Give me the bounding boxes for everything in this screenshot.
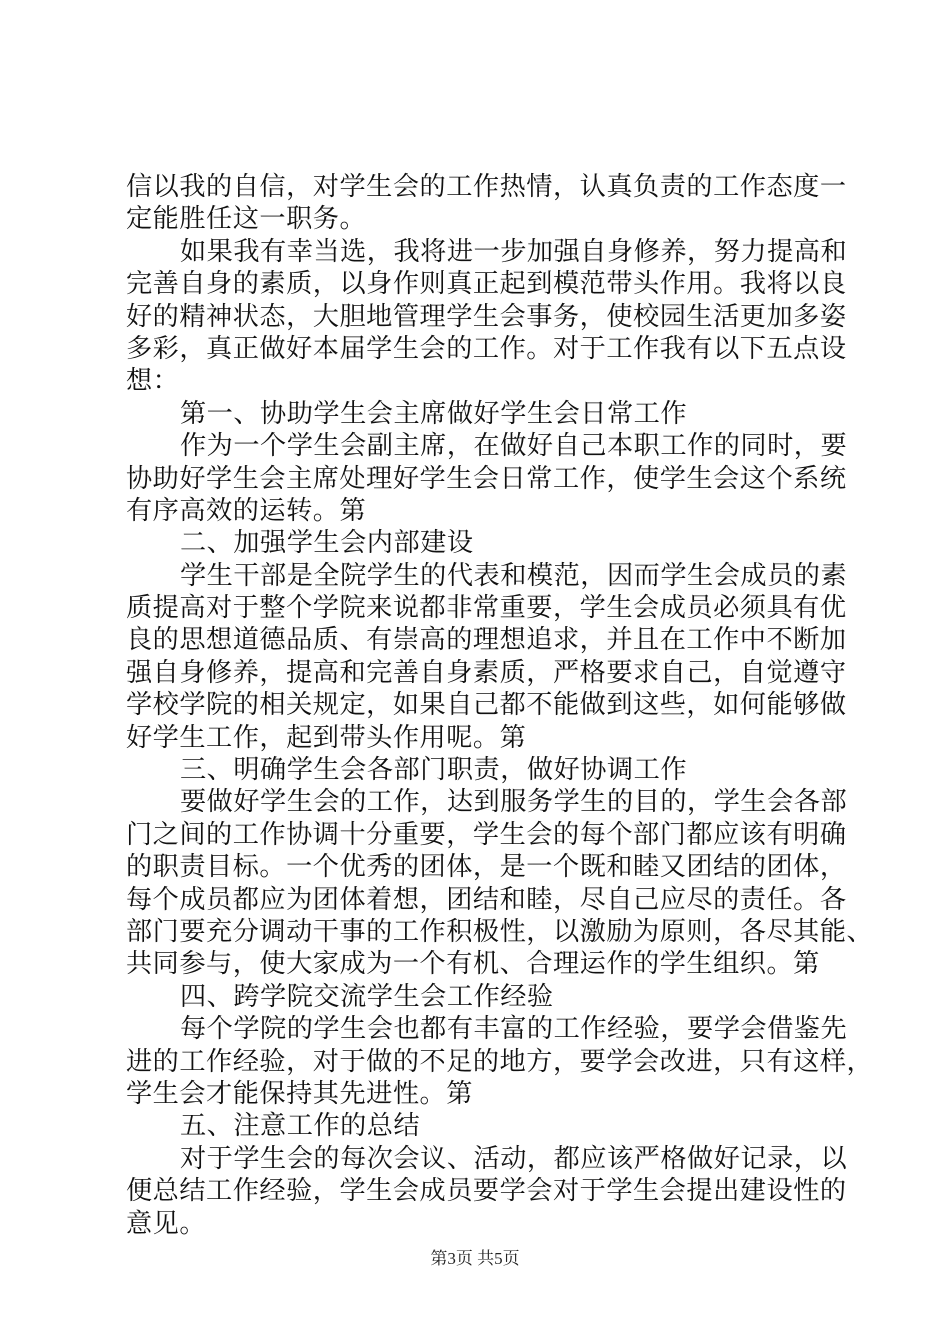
text-line: 部门要充分调动干事的工作积极性，以激励为原则，各尽其能、 xyxy=(126,916,874,947)
section-heading: 五、注意工作的总结 xyxy=(180,1111,421,1142)
text-line: 学校学院的相关规定，如果自己都不能做到这些，如何能够做 xyxy=(126,690,847,721)
text-line: 意见。 xyxy=(126,1208,207,1239)
text-line: 如果我有幸当选，我将进一步加强自身修养，努力提高和 xyxy=(180,236,848,267)
text-line: 好学生工作，起到带头作用呢。第 xyxy=(126,722,527,753)
text-line: 学生会才能保持其先进性。第 xyxy=(126,1078,473,1109)
text-line: 良的思想道德品质、有崇高的理想追求，并且在工作中不断加 xyxy=(126,625,847,656)
text-line: 共同参与，使大家成为一个有机、合理运作的学生组织。第 xyxy=(126,949,820,980)
section-heading: 三、明确学生会各部门职责，做好协调工作 xyxy=(180,755,688,786)
text-line: 定能胜任这一职务。 xyxy=(126,204,367,235)
text-line: 每个成员都应为团体着想，团结和睦，尽自己应尽的责任。各 xyxy=(126,884,847,915)
text-line: 好的精神状态，大胆地管理学生会事务，使校园生活更加多姿 xyxy=(126,301,847,332)
text-line: 多彩，真正做好本届学生会的工作。对于工作我有以下五点设 xyxy=(126,333,847,364)
text-line: 完善自身的素质，以身作则真正起到模范带头作用。我将以良 xyxy=(126,269,847,300)
text-line: 有序高效的运转。第 xyxy=(126,495,367,526)
document-body xyxy=(126,171,874,1240)
text-line: 便总结工作经验，学生会成员要学会对于学生会提出建设性的 xyxy=(126,1176,847,1207)
page-number: 第3页 共5页 xyxy=(430,1249,520,1268)
text-line: 协助好学生会主席处理好学生会日常工作，使学生会这个系统 xyxy=(126,463,847,494)
text-line: 学生干部是全院学生的代表和模范，因而学生会成员的素 xyxy=(180,560,848,591)
text-line: 的职责目标。一个优秀的团体，是一个既和睦又团结的团体， xyxy=(126,852,847,883)
text-line: 每个学院的学生会也都有丰富的工作经验，要学会借鉴先 xyxy=(180,1014,848,1045)
text-line: 质提高对于整个学院来说都非常重要，学生会成员必须具有优 xyxy=(126,593,847,624)
text-line: 作为一个学生会副主席，在做好自己本职工作的同时，要 xyxy=(180,431,848,462)
text-line: 门之间的工作协调十分重要，学生会的每个部门都应该有明确 xyxy=(126,819,847,850)
section-heading: 第一、协助学生会主席做好学生会日常工作 xyxy=(180,398,688,429)
text-line: 信以我的自信，对学生会的工作热情，认真负责的工作态度一 xyxy=(126,172,847,202)
text-line: 要做好学生会的工作，达到服务学生的目的，学生会各部 xyxy=(180,787,848,818)
text-line: 强自身修养，提高和完善自身素质，严格要求自己，自觉遵守 xyxy=(126,657,847,688)
section-heading: 二、加强学生会内部建设 xyxy=(180,528,474,559)
text-line: 进的工作经验，对于做的不足的地方，要学会改进，只有这样， xyxy=(126,1046,874,1077)
section-heading: 四、跨学院交流学生会工作经验 xyxy=(180,981,554,1012)
text-line: 想： xyxy=(126,366,180,397)
text-line: 对于学生会的每次会议、活动，都应该严格做好记录，以 xyxy=(180,1143,848,1174)
